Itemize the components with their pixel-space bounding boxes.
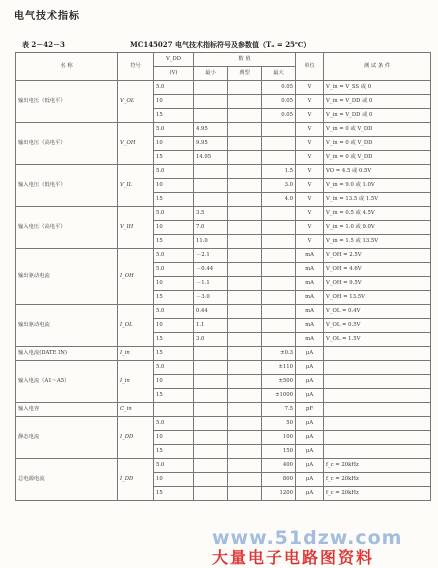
param-symbol: V_IH [118,207,154,249]
vdd-cell: 15 [154,487,194,501]
condition-cell [324,431,431,445]
condition-cell: V_in = 0.5 或 4.5V [324,207,431,221]
header-name: 名 称 [16,53,118,81]
header-vdd: V_DD [154,53,194,67]
vdd-cell: 5.0 [154,207,194,221]
table-title: MC145027 电气技术指标符号及参数值（Tₐ = 25℃） [130,40,311,49]
unit-cell: V [296,151,324,165]
watermark-url: www.51dzw.com [212,527,403,549]
table-row [16,361,431,375]
min-cell [194,361,228,375]
condition-cell: V_OH = 13.5V [324,291,431,305]
vdd-cell: 5.0 [154,249,194,263]
unit-cell: V [296,95,324,109]
header-unit: 单位 [296,53,324,81]
typ-cell [228,305,262,319]
typ-cell [228,81,262,95]
vdd-cell: 10 [154,319,194,333]
min-cell [194,179,228,193]
max-cell: 7.5 [262,403,296,417]
condition-cell: V_in = 0 或 V_DD [324,123,431,137]
unit-cell: mA [296,319,324,333]
condition-cell: f_c = 20kHz [324,487,431,501]
header-values: 数 值 [194,53,296,67]
unit-cell: μA [296,347,324,361]
param-name: 输出电压（高电平） [16,123,118,165]
condition-cell [324,389,431,403]
unit-cell: V [296,235,324,249]
table-row [16,81,431,95]
typ-cell [228,389,262,403]
unit-cell: μA [296,431,324,445]
vdd-cell: 5.0 [154,123,194,137]
min-cell: 4.95 [194,123,228,137]
condition-cell: V_OL = 0.4V [324,305,431,319]
max-cell: 0.05 [262,95,296,109]
unit-cell: V [296,123,324,137]
vdd-cell: 5.0 [154,361,194,375]
max-cell [262,137,296,151]
max-cell: 1.5 [262,165,296,179]
unit-cell: mA [296,291,324,305]
unit-cell: mA [296,277,324,291]
vdd-cell: 5.0 [154,165,194,179]
condition-cell: V_in = 0 或 V_DD [324,151,431,165]
vdd-cell: 15 [154,151,194,165]
min-cell: 3.5 [194,207,228,221]
max-cell: 400 [262,459,296,473]
param-name: 输入电压（高电平） [16,207,118,249]
unit-cell: μA [296,445,324,459]
typ-cell [228,123,262,137]
vdd-cell: 15 [154,235,194,249]
unit-cell: mA [296,263,324,277]
condition-cell: V_OH = 2.5V [324,249,431,263]
param-name: 输入电容 [16,403,118,417]
header-conditions: 测 试 条 件 [324,53,431,81]
table-row [16,417,431,431]
vdd-cell: 5.0 [154,459,194,473]
vdd-cell: 5.0 [154,263,194,277]
max-cell: 3.0 [262,179,296,193]
vdd-cell: 15 [154,193,194,207]
condition-cell: V_in = V_SS 或 0 [324,81,431,95]
max-cell: 0.05 [262,81,296,95]
param-name: 输出电压（低电平） [16,81,118,123]
unit-cell: V [296,81,324,95]
min-cell [194,445,228,459]
min-cell [194,487,228,501]
param-symbol: V_OH [118,123,154,165]
min-cell [194,375,228,389]
table-number: 表 2－42－3 [22,40,65,49]
min-cell [194,165,228,179]
vdd-cell: 5.0 [154,417,194,431]
condition-cell: V_in = 1.5 或 13.5V [324,235,431,249]
typ-cell [228,403,262,417]
condition-cell: V_in = V_DD 或 0 [324,109,431,123]
param-symbol: I_OH [118,249,154,305]
table-row [16,347,431,361]
max-cell [262,249,296,263]
max-cell: 150 [262,445,296,459]
min-cell: 7.0 [194,221,228,235]
param-symbol: V_IL [118,165,154,207]
unit-cell: μA [296,417,324,431]
table-row [16,403,431,417]
condition-cell: V_in = V_DD 或 0 [324,95,431,109]
param-symbol: I_in [118,347,154,361]
min-cell: 11.0 [194,235,228,249]
typ-cell [228,207,262,221]
param-name: 输入电压（低电平） [16,165,118,207]
param-name: 总电源电流 [16,459,118,501]
max-cell: ±1000 [262,389,296,403]
unit-cell: mA [296,305,324,319]
unit-cell: V [296,207,324,221]
min-cell [194,403,228,417]
typ-cell [228,193,262,207]
vdd-cell: 15 [154,347,194,361]
condition-cell: V_in = 0 或 V_DD [324,137,431,151]
vdd-cell [154,403,194,417]
typ-cell [228,473,262,487]
min-cell [194,389,228,403]
max-cell [262,305,296,319]
typ-cell [228,375,262,389]
min-cell [194,109,228,123]
vdd-cell: 10 [154,179,194,193]
min-cell: 3.0 [194,333,228,347]
condition-cell: f_c = 20kHz [324,473,431,487]
vdd-cell: 10 [154,137,194,151]
typ-cell [228,459,262,473]
condition-cell [324,403,431,417]
unit-cell: μA [296,389,324,403]
max-cell [262,207,296,221]
typ-cell [228,291,262,305]
condition-cell: V_OH = 4.6V [324,263,431,277]
typ-cell [228,445,262,459]
max-cell [262,221,296,235]
table-caption [0,40,438,52]
min-cell: 1.1 [194,319,228,333]
typ-cell [228,431,262,445]
vdd-cell: 10 [154,431,194,445]
vdd-cell: 5.0 [154,81,194,95]
condition-cell [324,417,431,431]
typ-cell [228,221,262,235]
typ-cell [228,319,262,333]
min-cell [194,193,228,207]
unit-cell: V [296,137,324,151]
unit-cell: μA [296,473,324,487]
max-cell [262,277,296,291]
unit-cell: V [296,179,324,193]
vdd-cell: 15 [154,109,194,123]
page-header: 电气技术指标 [14,11,80,22]
typ-cell [228,417,262,431]
min-cell [194,417,228,431]
header-vdd-unit: (V) [154,67,194,81]
typ-cell [228,109,262,123]
typ-cell [228,263,262,277]
unit-cell: μA [296,375,324,389]
min-cell [194,459,228,473]
vdd-cell: 15 [154,291,194,305]
condition-cell: V_OH = 9.5V [324,277,431,291]
typ-cell [228,361,262,375]
vdd-cell: 5.0 [154,305,194,319]
unit-cell: V [296,165,324,179]
header-symbol: 符号 [118,53,154,81]
min-cell: －0.44 [194,263,228,277]
min-cell: 14.95 [194,151,228,165]
vdd-cell: 10 [154,277,194,291]
min-cell [194,347,228,361]
min-cell [194,473,228,487]
typ-cell [228,95,262,109]
max-cell [262,151,296,165]
condition-cell [324,361,431,375]
header-typ: 典型 [228,67,262,81]
max-cell: ±500 [262,375,296,389]
condition-cell: V_in = 1.0 或 9.0V [324,221,431,235]
unit-cell: V [296,221,324,235]
condition-cell [324,445,431,459]
table-row [16,459,431,473]
condition-cell: V_OL = 1.5V [324,333,431,347]
vdd-cell: 10 [154,221,194,235]
param-symbol: I_in [118,361,154,403]
condition-cell: V_OL = 0.5V [324,319,431,333]
vdd-cell: 10 [154,473,194,487]
min-cell: 0.44 [194,305,228,319]
table-row [16,305,431,319]
condition-cell: f_c = 20kHz [324,459,431,473]
max-cell: ±0.3 [262,347,296,361]
spec-table [15,52,431,501]
typ-cell [228,151,262,165]
table-body [16,81,431,501]
watermark [212,527,402,568]
condition-cell [324,347,431,361]
max-cell: 50 [262,417,296,431]
watermark-text: 大量电子电路图资料 [212,548,375,567]
param-symbol: I_DD [118,459,154,501]
header-min: 最小 [194,67,228,81]
vdd-cell: 15 [154,333,194,347]
typ-cell [228,179,262,193]
param-symbol: C_in [118,403,154,417]
header-max: 最大 [262,67,296,81]
param-name: 输出驱动电流 [16,305,118,347]
condition-cell: VO = 4.5 或 0.5V [324,165,431,179]
param-name: 输入电流（A1～A5） [16,361,118,403]
condition-cell [324,375,431,389]
typ-cell [228,137,262,151]
max-cell [262,333,296,347]
unit-cell: mA [296,249,324,263]
typ-cell [228,487,262,501]
condition-cell: V_in = 13.5 或 1.5V [324,193,431,207]
typ-cell [228,165,262,179]
max-cell: 4.0 [262,193,296,207]
table-row [16,249,431,263]
min-cell: －3.0 [194,291,228,305]
max-cell [262,235,296,249]
table-row [16,123,431,137]
typ-cell [228,277,262,291]
typ-cell [228,347,262,361]
min-cell [194,95,228,109]
param-name: 输入电流(DATE IN) [16,347,118,361]
unit-cell: mA [296,333,324,347]
unit-cell: pF [296,403,324,417]
vdd-cell: 10 [154,375,194,389]
param-symbol: I_DD [118,417,154,459]
min-cell: －1.1 [194,277,228,291]
table-row [16,165,431,179]
unit-cell: V [296,193,324,207]
max-cell [262,319,296,333]
vdd-cell: 15 [154,389,194,403]
max-cell: 800 [262,473,296,487]
max-cell: ±110 [262,361,296,375]
param-symbol: I_OL [118,305,154,347]
min-cell [194,81,228,95]
typ-cell [228,333,262,347]
min-cell [194,431,228,445]
max-cell: 100 [262,431,296,445]
condition-cell: V_in = 9.0 或 1.0V [324,179,431,193]
min-cell: 9.95 [194,137,228,151]
max-cell [262,263,296,277]
table-row [16,207,431,221]
unit-cell: μA [296,487,324,501]
vdd-cell: 15 [154,445,194,459]
typ-cell [228,249,262,263]
header-row-1 [16,53,431,67]
vdd-cell: 10 [154,95,194,109]
unit-cell: V [296,109,324,123]
unit-cell: μA [296,459,324,473]
max-cell [262,123,296,137]
min-cell: －2.1 [194,249,228,263]
param-name: 静态电流 [16,417,118,459]
max-cell [262,291,296,305]
typ-cell [228,235,262,249]
max-cell: 0.05 [262,109,296,123]
unit-cell: μA [296,361,324,375]
max-cell: 1200 [262,487,296,501]
param-symbol: V_OL [118,81,154,123]
param-name: 输出驱动电流 [16,249,118,305]
